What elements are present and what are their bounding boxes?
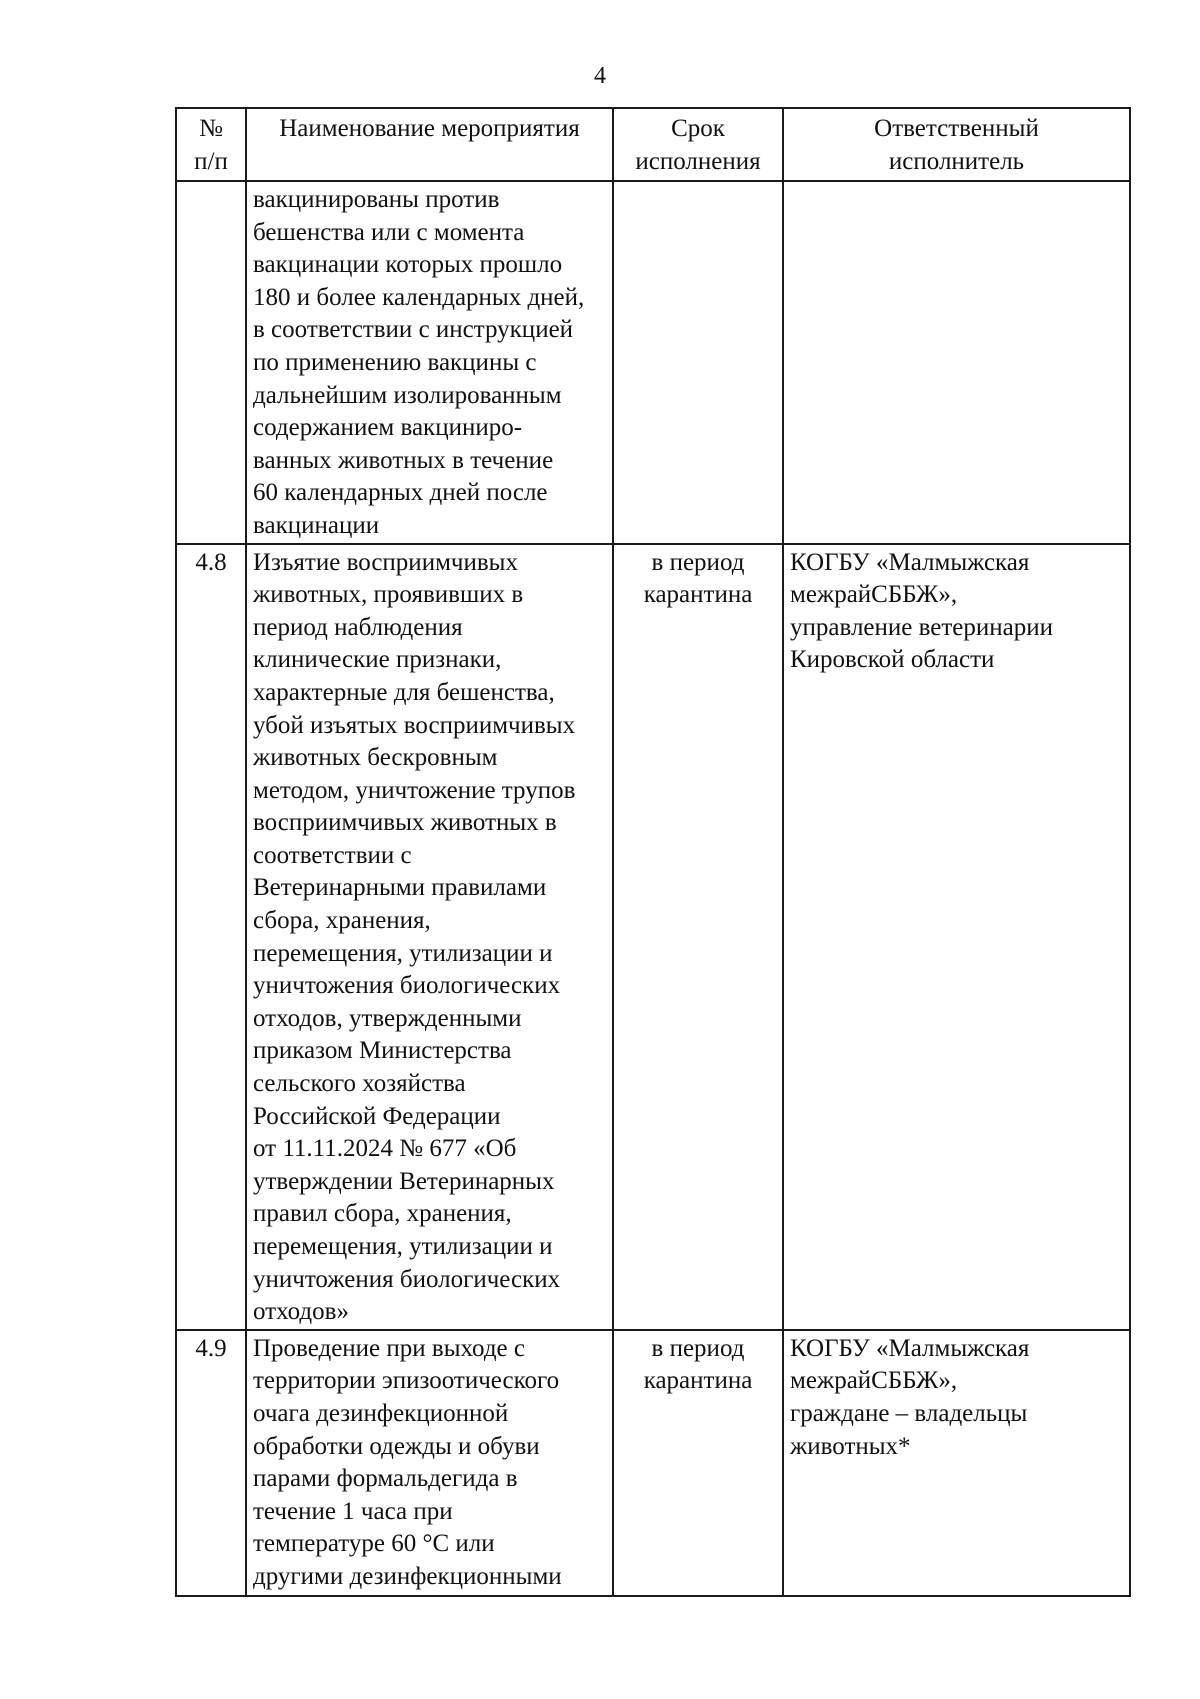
cell-line: карантина bbox=[643, 1367, 753, 1395]
header-text: п/п bbox=[194, 148, 228, 175]
cell-line: Российской Федерации bbox=[253, 1102, 501, 1130]
cell-line: в период bbox=[651, 548, 745, 576]
cell-line: отходов» bbox=[253, 1298, 349, 1326]
cell-line: правил сбора, хранения, bbox=[253, 1200, 512, 1228]
cell-responsible bbox=[783, 544, 1130, 1330]
cell-line: управление ветеринарии bbox=[790, 613, 1054, 641]
cell-measure-name bbox=[246, 181, 613, 544]
cell-line: Проведение при выходе с bbox=[253, 1334, 525, 1362]
cell-line: в соответствии с инструкцией bbox=[253, 316, 574, 344]
cell-line: Кировской области bbox=[790, 646, 995, 674]
cell-line: сельского хозяйства bbox=[253, 1070, 466, 1098]
cell-line: межрайСББЖ», bbox=[790, 581, 958, 609]
cell-line: характерные для бешенства, bbox=[253, 678, 555, 706]
cell-line: уничтожения биологических bbox=[253, 1265, 561, 1293]
cell-line: КОГБУ «Малмыжская bbox=[790, 548, 1030, 576]
table-row bbox=[176, 544, 1130, 1330]
cell-line: приказом Министерства bbox=[253, 1037, 512, 1065]
header-text: исполнения bbox=[635, 148, 761, 175]
cell-line: уничтожения биологических bbox=[253, 972, 561, 1000]
cell-line: клинические признаки, bbox=[253, 646, 502, 674]
cell-num bbox=[176, 181, 246, 544]
cell-line: перемещения, утилизации и bbox=[253, 939, 553, 967]
cell-line: ванных животных в течение bbox=[253, 446, 554, 474]
cell-line: перемещения, утилизации и bbox=[253, 1233, 553, 1260]
cell-line: соответствии с bbox=[253, 841, 412, 869]
cell-line: очага дезинфекционной bbox=[253, 1399, 509, 1427]
measures-table bbox=[175, 107, 1131, 1597]
cell-line: период наблюдения bbox=[253, 613, 463, 641]
cell-line: отходов, утвержденными bbox=[253, 1004, 522, 1032]
cell-line: животных бескровным bbox=[253, 744, 498, 772]
header-num bbox=[176, 108, 246, 181]
header-text: № bbox=[199, 115, 223, 142]
cell-line: температуре 60 °С или bbox=[253, 1530, 495, 1558]
table-row bbox=[176, 1330, 1130, 1596]
cell-line: по применению вакцины с bbox=[253, 348, 537, 376]
cell-term bbox=[613, 181, 783, 544]
cell-line: дальнейшим изолированным bbox=[253, 381, 562, 409]
cell-line: другими дезинфекционными bbox=[253, 1562, 562, 1590]
cell-line: карантина bbox=[643, 581, 753, 609]
cell-line: в период bbox=[651, 1334, 745, 1362]
cell-line: территории эпизоотического bbox=[253, 1367, 560, 1395]
header-responsible bbox=[783, 108, 1130, 181]
cell-line: обработки одежды и обуви bbox=[253, 1432, 540, 1460]
cell-line: убой изъятых восприимчивых bbox=[253, 711, 576, 739]
cell-term bbox=[613, 544, 783, 1330]
cell-line: бешенства или с момента bbox=[253, 218, 525, 246]
cell-term bbox=[613, 1330, 783, 1596]
header-text: исполнитель bbox=[888, 148, 1025, 175]
cell-line: от 11.11.2024 № 677 «Об bbox=[253, 1135, 517, 1163]
header-text: Срок bbox=[671, 115, 725, 142]
cell-line: Изъятие восприимчивых bbox=[253, 548, 518, 576]
table-row bbox=[176, 181, 1130, 544]
cell-line: утверждении Ветеринарных bbox=[253, 1167, 555, 1195]
cell-line: парами формальдегида в bbox=[253, 1465, 518, 1493]
cell-line: межрайСББЖ», bbox=[790, 1367, 958, 1395]
table-header-row bbox=[176, 108, 1130, 181]
header-text: Наименование мероприятия bbox=[279, 115, 580, 142]
cell-line: животных, проявивших в bbox=[253, 581, 524, 609]
cell-line: содержанием вакциниро- bbox=[253, 414, 523, 442]
cell-line: сбора, хранения, bbox=[253, 907, 431, 935]
cell-line: методом, уничтожение трупов bbox=[253, 776, 576, 804]
cell-line: восприимчивых животных в bbox=[253, 809, 557, 837]
cell-line: граждане – владельцы bbox=[790, 1399, 1028, 1427]
item-number: 4.8 bbox=[195, 548, 227, 576]
cell-line: Ветеринарными правилами bbox=[253, 874, 547, 902]
cell-line: 60 календарных дней после bbox=[253, 479, 548, 507]
cell-line: 180 и более календарных дней, bbox=[253, 283, 585, 311]
cell-responsible bbox=[783, 181, 1130, 544]
cell-line: вакцинации bbox=[253, 511, 380, 539]
cell-measure-name bbox=[246, 1330, 613, 1596]
header-term bbox=[613, 108, 783, 181]
cell-responsible bbox=[783, 1330, 1130, 1596]
cell-line: вакцинированы против bbox=[253, 186, 500, 213]
page-number: 4 bbox=[594, 63, 606, 89]
header-text: Ответственный bbox=[874, 115, 1039, 142]
cell-line: течение 1 часа при bbox=[253, 1497, 453, 1525]
cell-line: вакцинации которых прошло bbox=[253, 251, 563, 279]
cell-num bbox=[176, 544, 246, 1330]
cell-line: КОГБУ «Малмыжская bbox=[790, 1334, 1030, 1362]
item-number: 4.9 bbox=[195, 1334, 227, 1362]
cell-measure-name bbox=[246, 544, 613, 1330]
cell-line: животных* bbox=[790, 1432, 911, 1460]
header-name bbox=[246, 108, 613, 181]
cell-num bbox=[176, 1330, 246, 1596]
